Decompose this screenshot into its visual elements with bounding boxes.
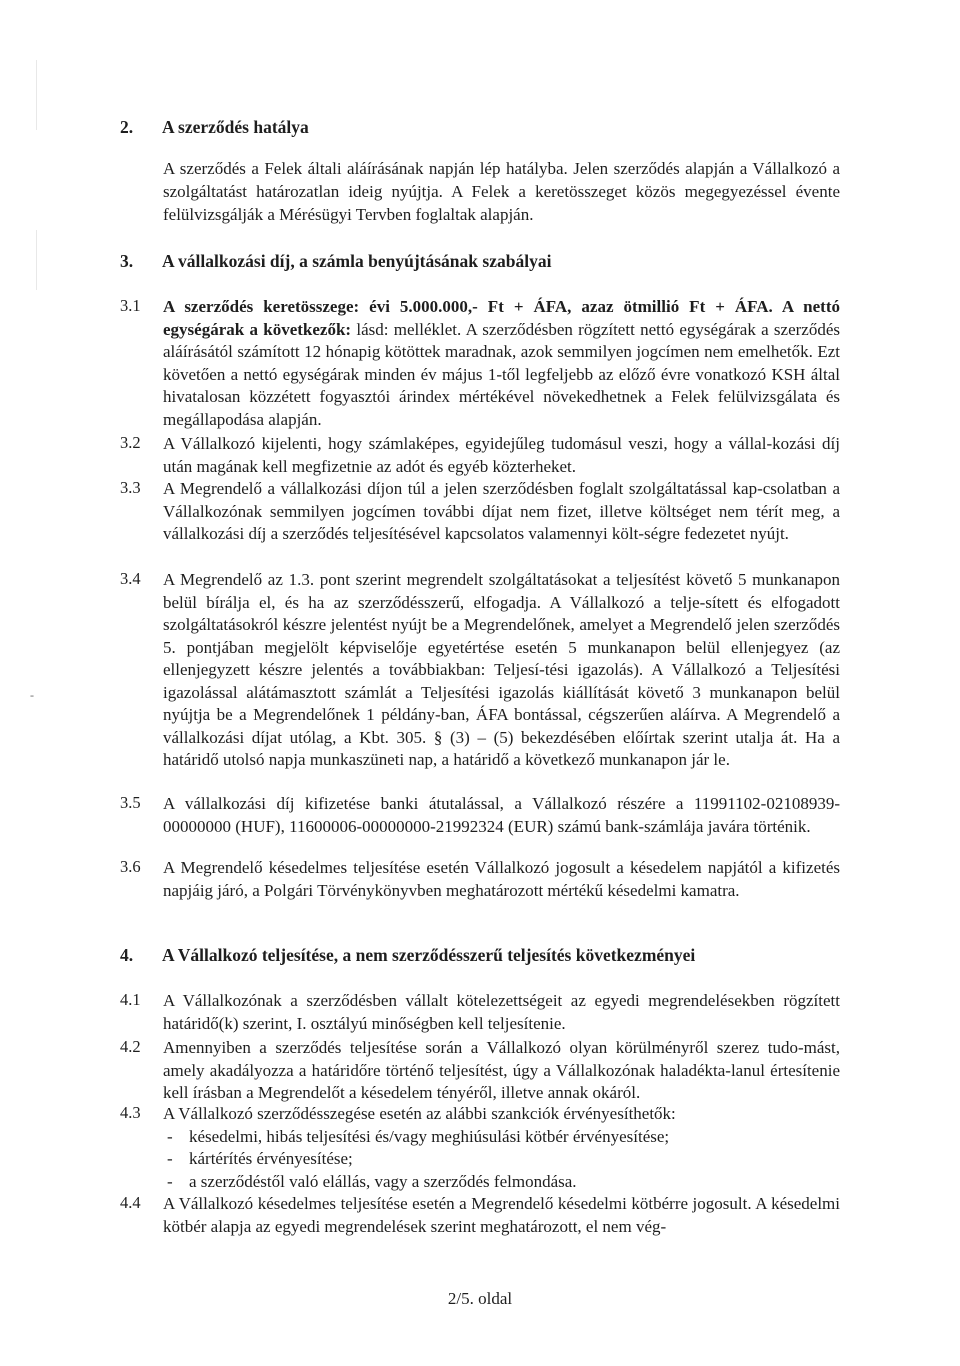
section-3-heading <box>120 251 551 272</box>
clause-3-5: A vállalkozási díj kifizetése banki átutalással, a Vállalkozó részére a 11991102-02108939-00000000 (HUF), 11600006-00000000-21992324 (EUR) számú bank-számlája javára történik. <box>163 794 840 836</box>
clause-number: 3.2 <box>120 433 141 452</box>
clause-number: 4.3 <box>120 1103 141 1122</box>
list-item: - késedelmi, hibás teljesítési és/vagy meghiúsulási kötbér érvényesítése; <box>163 1126 840 1149</box>
clause-number: 3.1 <box>120 296 141 315</box>
scan-edge-shadow <box>36 60 37 130</box>
section-number: 4. <box>120 945 134 965</box>
section-number: 3. <box>120 251 134 271</box>
section-title: A vállalkozási díj, a számla benyújtásának szabályai <box>162 251 552 271</box>
section-4-heading <box>120 945 695 966</box>
margin-mark: - <box>30 688 34 702</box>
clause-3-6: A Megrendelő késedelmes teljesítése esetén Vállalkozó jogosult a késedelem napjától a kifizetés napjáig járó, a Polgári Törvénykönyvben meghatározott mértékű késedelmi kamatra. <box>163 858 840 900</box>
section-2-paragraph: A szerződés a Felek általi aláírásának napján lép hatályba. Jelen szerződés alapján a Vállalkozó a szolgáltatást határozatlan ideig nyújtja. A Felek a keretösszeget közös megegyezéssel évente felülvizsgálják a Mérésügyi Tervben foglaltak alapján. <box>163 159 840 224</box>
sanction-list <box>163 1126 840 1194</box>
list-item: - kártérítés érvényesítése; <box>163 1148 840 1171</box>
clause-4-1: A Vállalkozónak a szerződésben vállalt kötelezettségeit az egyedi megrendelésekben rögzített határidő(k) szerint, I. osztályú minőségben kell teljesítenie. <box>163 991 840 1033</box>
scan-edge-shadow <box>36 230 37 290</box>
clause-3-3: A Megrendelő a vállalkozási díjon túl a jelen szerződésben foglalt szolgáltatással kap-csolatban a Vállalkozónak semmilyen jogcímen további díjat nem fizet, illetve költséget nem térít meg, a vállalkozási díj a szerződés teljesítésével kapcsolatos valamennyi költ-ségre fedezetet nyújt. <box>163 479 840 543</box>
clause-4-3 <box>163 1103 840 1193</box>
clause-number: 3.4 <box>120 569 141 588</box>
section-title: A Vállalkozó teljesítése, a nem szerződésszerű teljesítés következményei <box>162 945 696 965</box>
clause-number: 4.4 <box>120 1193 141 1212</box>
clause-text: A Vállalkozó szerződésszegése esetén az alábbi szankciók érvényesíthetők: <box>163 1104 676 1123</box>
clause-4-2: Amennyiben a szerződés teljesítése során a Vállalkozó olyan körülményről szerez tudo-mást, amely akadályozza a határidőre történő teljesítést, úgy a Vállalkozónak haladékta-lanul értesítenie kell írásban a Megrendelőt a késedelem tényéről, illetve annak okáról. <box>163 1038 840 1102</box>
clause-text: lásd: melléklet. A szerződésben rögzített nettó egységárak a szerződés aláírásától számított 12 hónapig kötöttek maradnak, azok semmilyen jogcímen nem emelhetők. Ezt követően a nettó egységárak minden év május 1-től legfeljebb az előző évre vonatkozó KSH által hivatalosan közzétett fogyasztói árindex mértékével növekedhetnek a Felek felülvizsgálata és megállapodása alapján. <box>163 319 840 429</box>
clause-number: 3.6 <box>120 857 141 876</box>
clause-3-1 <box>163 296 840 431</box>
clause-number: 3.5 <box>120 793 141 812</box>
page-number: 2/5. oldal <box>447 1289 513 1308</box>
section-2-heading <box>120 117 309 138</box>
section-number: 2. <box>120 117 134 137</box>
section-title: A szerződés hatálya <box>162 117 309 137</box>
clause-4-4: A Vállalkozó késedelmes teljesítése esetén a Megrendelő késedelmi kötbérre jogosult. A késedelmi kötbér alapja az egyedi megrendelések szerint meghatározott, el nem vég- <box>163 1194 840 1236</box>
clause-3-2: A Vállalkozó kijelenti, hogy számlaképes, egyidejűleg tudomásul veszi, hogy a vállal-kozási díj után magának kell megfizetnie az adót és egyéb közterheket. <box>163 434 840 476</box>
list-item: - a szerződéstől való elállás, vagy a szerződés felmondása. <box>163 1171 840 1194</box>
clause-3-4: A Megrendelő az 1.3. pont szerint megrendelt szolgáltatásokat a teljesítést követő 5 munkanapon belül bírálja el, és ha az szerződésszerű, elfogadja. A Vállalkozó a telje-sített és elfogadott szolgáltatásokról készre jelentést nyújt be a Megrendelőnek, amelyet a Megrendelő jelen szerződés 5. pontjában megjelölt képviselője egyetértése esetén 5 munkanapon belül ellenjegyez (az ellenjegyzett készre jelentés a továbbiakban: Teljesí-tési igazolás). A Vállalkozó a Teljesítési igazolással alátámasztott számlát a Teljesítési igazolás kiállítását követő 3 munkanapon belül nyújtja be a Megrendelőnek 1 példány-ban, ÁFA bontással, cégszerűen aláírva. A Megrendelő a vállalkozási díjat utólag, a Kbt. 305. § (3) – (5) bekezdésében előírtak szerint utalja át. Ha a határidő utolsó napja munkaszüneti nap, a határidő a következő munkanapon jár le. <box>163 570 840 769</box>
clause-number: 4.2 <box>120 1037 141 1056</box>
clause-number: 3.3 <box>120 478 141 497</box>
clause-bold-text: A szerződés keretösszege: évi 5.000.000,- Ft + ÁFA, azaz ötmillió Ft + ÁFA. A nettó egységárak a következők: <box>163 297 840 339</box>
clause-number: 4.1 <box>120 990 141 1009</box>
